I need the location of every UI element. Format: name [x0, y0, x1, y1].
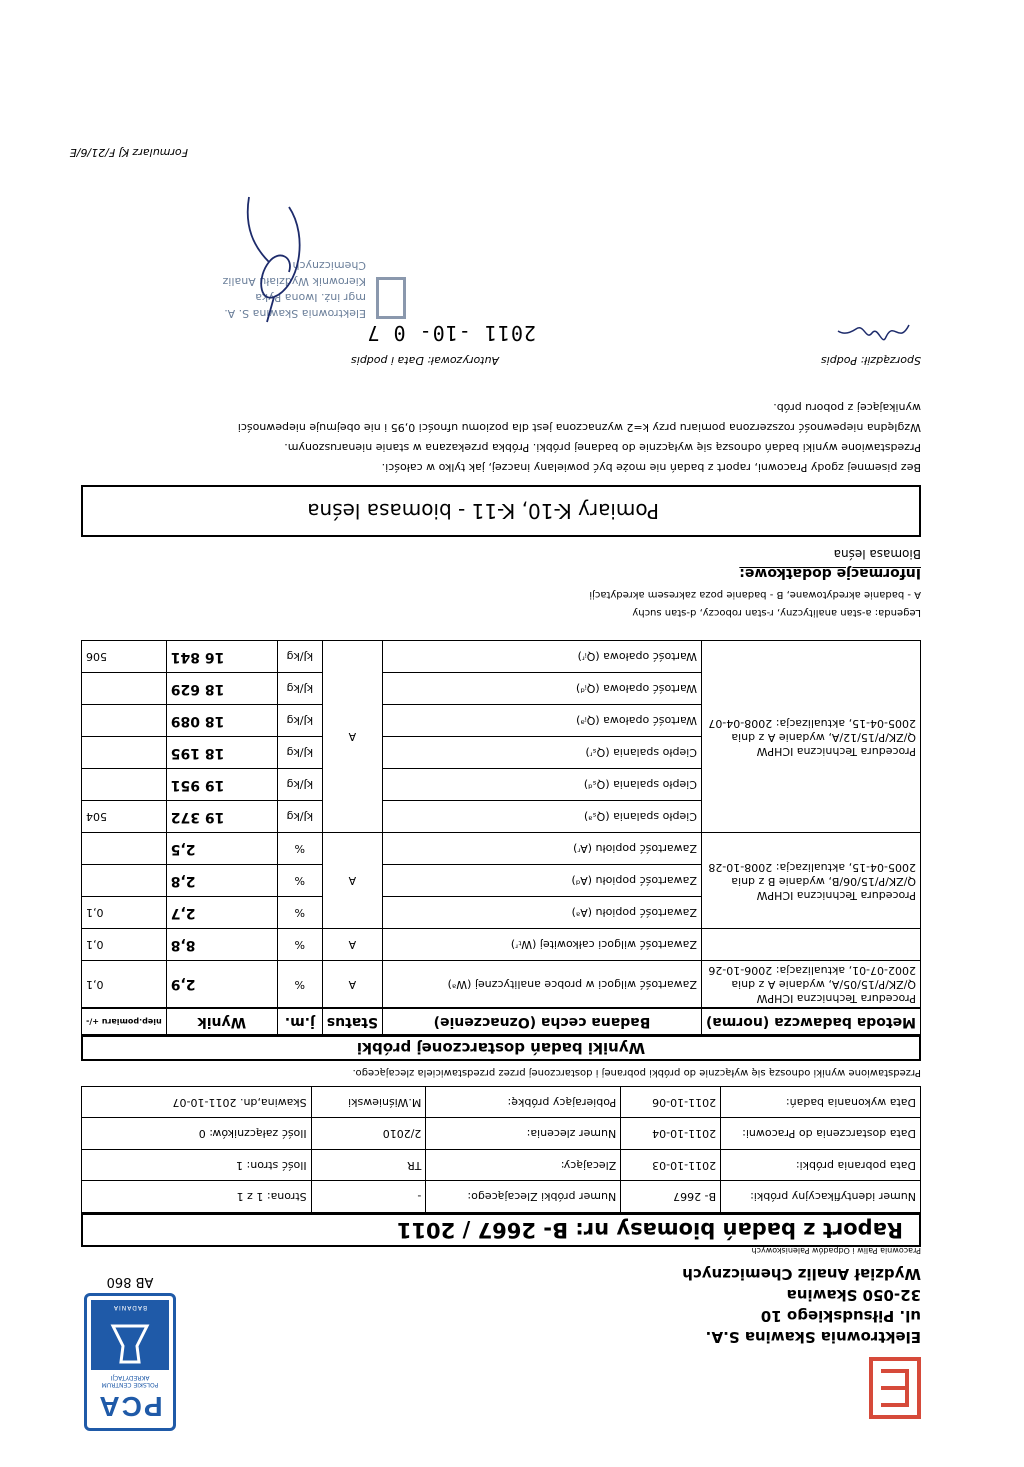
meta-value: 2/2010 [311, 1118, 426, 1150]
meta-label: Pobierający próbkę: [426, 1087, 621, 1119]
header-method: Metoda badawcza (norma) [701, 1009, 920, 1035]
uncertainty-cell: 506 [82, 641, 167, 673]
feature-cell: Wartość opałowa (Qᵢʳ) [383, 641, 702, 673]
form-id: Formularz KJ F/21/6/E [69, 146, 188, 159]
result-cell: 19 951 [166, 769, 277, 801]
pca-emblem-icon [91, 1314, 169, 1370]
signature-icon [834, 315, 914, 355]
meta-row [82, 1150, 921, 1182]
results-header-row [82, 1009, 921, 1035]
status-cell: A [322, 641, 382, 833]
method-cell: Procedura Techniczna ICHPW Q/ZK/P/15/12/A, wydanie A z dnia 2005-04-15, aktualizacja: 2008-04-07 [701, 641, 920, 833]
stamp-line: mgr inż. Iwona Pyka [255, 291, 366, 304]
elektrownia-logo-icon [869, 1357, 921, 1419]
meta-value: Ilość załączników: 0 [82, 1118, 312, 1150]
legend-states: Legenda: a-stan analityczny, r-stan roboczy, d-stan suchy [632, 607, 921, 618]
uncertainty-cell [82, 833, 167, 865]
header-feature: Badana cecha (Oznaczenie) [383, 1009, 702, 1035]
measurement-box: Pomiary K-10, K-11 - biomasa leśna [81, 485, 921, 537]
meta-label: Numer identyfikacyjny próbki: [721, 1181, 921, 1213]
meta-label: Numer zlecenia: [426, 1118, 621, 1150]
disclaimer-line: Względna niepewność rozszerzona pomiaru przy k=2 wyznaczona jest dla poziomu ufności 0,95 i nie obejmuje niepewności [237, 421, 921, 434]
stamp-line: Kierownik Wydziału Analiz [222, 275, 366, 288]
feature-cell: Ciepło spalania (Qₛᵃ) [383, 801, 702, 833]
uncertainty-cell [82, 769, 167, 801]
legend [589, 585, 921, 621]
pca-subtitle: POLSKIE CENTRUM AKREDYTACJI [101, 1374, 159, 1388]
result-cell: 18 629 [166, 673, 277, 705]
meta-value: 2011-10-04 [621, 1118, 721, 1150]
feature-cell: Ciepło spalania (Qₛᵈ) [383, 769, 702, 801]
header-unit: j.m. [277, 1009, 322, 1035]
meta-value: M.Wiśniewski [311, 1087, 426, 1119]
company-block [682, 1240, 921, 1347]
authorization-date: 2011 -10- 0 7 [366, 321, 536, 345]
feature-cell: Ciepło spalania (Qₛʳ) [383, 737, 702, 769]
legend-accreditation: A - badanie akredytowane, B - badanie poza zakresem akredytacji [589, 589, 921, 600]
disclaimer-line: wynikającej z poboru prób. [773, 401, 921, 414]
unit-cell: kJ/kg [277, 801, 322, 833]
company-city: 32-050 Skawina [786, 1286, 921, 1304]
results-table [81, 641, 921, 1036]
feature-cell: Zawartość popiołu (Aᵃ) [383, 897, 702, 929]
pca-logo-icon [84, 1293, 176, 1431]
table-row [82, 961, 921, 1009]
lab-name: Pracownia Paliw i Odpadów Paleniskowych [751, 1246, 921, 1255]
unit-cell: % [277, 929, 322, 961]
result-cell: 2,9 [166, 961, 277, 1009]
method-cell: Procedura Techniczna ICHPW Q/ZK/P/15/05/A, wydanie A z dnia 2002-07-01, aktualizacja: 2006-10-26 [701, 961, 920, 1009]
result-cell: 8,8 [166, 929, 277, 961]
feature-cell: Zawartość popiołu (Aᵈ) [383, 865, 702, 897]
meta-row [82, 1181, 921, 1213]
meta-label: Data pobrania próbki: [721, 1150, 921, 1182]
meta-value: 2011-10-06 [621, 1087, 721, 1119]
result-cell: 18 195 [166, 737, 277, 769]
meta-label: Numer próbki Zlecającego: [426, 1181, 621, 1213]
meta-value: Strona: 1 z 1 [82, 1181, 312, 1213]
meta-table [81, 1086, 921, 1213]
uncertainty-cell [82, 737, 167, 769]
uncertainty-cell [82, 705, 167, 737]
disclaimer-line: Bez pisemnej zgody Pracowni, raport z badań nie może być powielany inaczej, jak tylko w całości. [381, 461, 921, 474]
meta-value: Skawina,dn. 2011-10-07 [82, 1087, 312, 1119]
pca-badge: BADANIA [112, 1304, 148, 1311]
unit-cell: kJ/kg [277, 673, 322, 705]
meta-label: Data dostarczenia do Pracowni: [721, 1118, 921, 1150]
meta-value: B- 2667 [621, 1181, 721, 1213]
table-row [82, 929, 921, 961]
header-uncertainty: niep.pomiaru +/- [82, 1009, 167, 1035]
unit-cell: kJ/kg [277, 705, 322, 737]
company-name: Elektrownia Skawina S.A. [705, 1328, 921, 1346]
prepared-label: Sporządził: Podpis [820, 354, 921, 367]
uncertainty-cell [82, 673, 167, 705]
sample-note: Przedstawione wyniki odnoszą się wyłącznie do próbki pobranej i dostarczonej przez przedstawiciela zlecającego. [352, 1067, 921, 1078]
meta-row [82, 1087, 921, 1119]
authorized-label: Autoryzował: Data i podpis [351, 354, 499, 367]
info-heading: Informacje dodatkowe: [739, 565, 921, 581]
meta-value: TR [311, 1150, 426, 1182]
meta-row [82, 1118, 921, 1150]
accreditation-number: AB 860 [106, 1274, 154, 1289]
method-cell [701, 929, 920, 961]
pca-logo-text: PCA [97, 1391, 163, 1422]
status-cell: A [322, 961, 382, 1009]
unit-cell: % [277, 961, 322, 1009]
authorization-signature-icon [219, 187, 329, 327]
disclaimer [81, 397, 921, 477]
unit-cell: kJ/kg [277, 737, 322, 769]
method-cell: Procedura Techniczna ICHPW Q/ZK/P/15/06/B, wydanie B z dnia 2005-04-15, aktualizacja: 2008-10-28 [701, 833, 920, 929]
table-row [82, 897, 921, 929]
feature-cell: Zawartość wilgoci całkowitej (Wₜʳ) [383, 929, 702, 961]
uncertainty-cell [82, 865, 167, 897]
unit-cell: kJ/kg [277, 641, 322, 673]
stamp-line: Chemicznych [292, 259, 366, 272]
feature-cell: Wartość opałowa (Qᵢᵃ) [383, 705, 702, 737]
meta-value: - [311, 1181, 426, 1213]
stamp-line: Elektrownia Skawina S. A. [224, 307, 366, 320]
uncertainty-cell: 0,1 [82, 929, 167, 961]
company-street: ul. Piłsudskiego 10 [760, 1307, 921, 1325]
unit-cell: % [277, 897, 322, 929]
results-title: Wyniki badań dostarczonej próbki [81, 1035, 921, 1061]
unit-cell: % [277, 865, 322, 897]
feature-cell: Zawartość wilgoci w probce analitycznej (Wᵃ) [383, 961, 702, 1009]
header-status: Status [322, 1009, 382, 1035]
uncertainty-cell: 504 [82, 801, 167, 833]
table-row [82, 801, 921, 833]
meta-value: Ilość stron: 1 [82, 1150, 312, 1182]
department-name: Wydział Analiz Chemicznych [682, 1265, 921, 1283]
result-cell: 18 089 [166, 705, 277, 737]
uncertainty-cell: 0,1 [82, 897, 167, 929]
header-result: Wynik [166, 1009, 277, 1035]
status-cell: A [322, 833, 382, 929]
feature-cell: Zawartość popiołu (Aʳ) [383, 833, 702, 865]
result-cell: 19 372 [166, 801, 277, 833]
result-cell: 2,8 [166, 865, 277, 897]
meta-label: Zlecający: [426, 1150, 621, 1182]
meta-label: Data wykonania badań: [721, 1087, 921, 1119]
disclaimer-line: Przedstawione wyniki badań odnoszą się wyłącznie do badanej próbki. Próbka przekazana w stanie nienaruszonym. [284, 441, 921, 454]
uncertainty-cell: 0,1 [82, 961, 167, 1009]
result-cell: 2,7 [166, 897, 277, 929]
result-cell: 16 841 [166, 641, 277, 673]
unit-cell: % [277, 833, 322, 865]
info-text: Biomasa leśna [833, 547, 921, 561]
status-cell: A [322, 929, 382, 961]
report-title: Raport z badań biomasy nr: B- 2667 / 2011 [81, 1213, 921, 1247]
unit-cell: kJ/kg [277, 769, 322, 801]
result-cell: 2,5 [166, 833, 277, 865]
feature-cell: Wartość opałowa (Qᵢᵈ) [383, 673, 702, 705]
meta-value: 2011-10-03 [621, 1150, 721, 1182]
